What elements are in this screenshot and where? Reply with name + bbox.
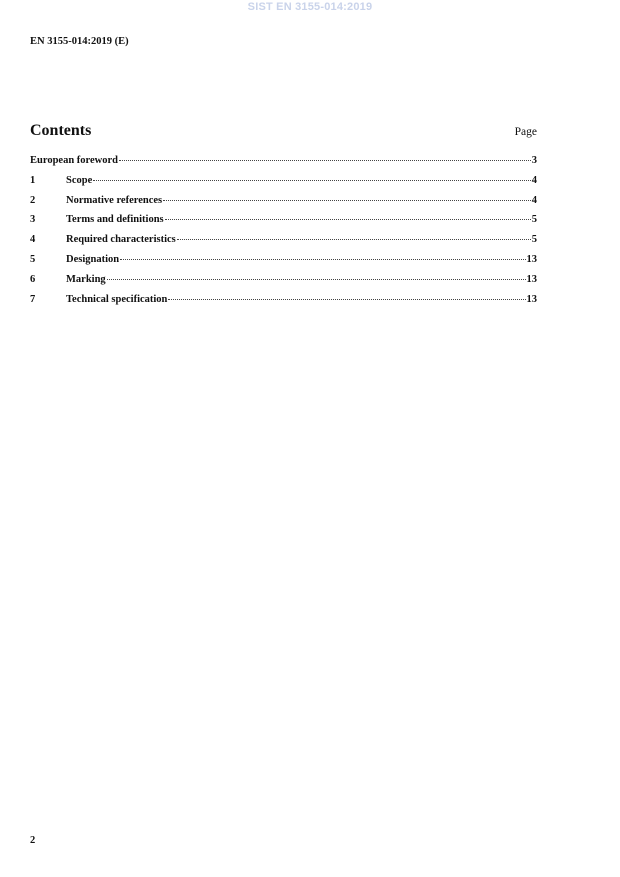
page-column-label: Page (514, 126, 537, 138)
toc-entry-normative-references[interactable] (30, 195, 537, 215)
toc-leader-dots (177, 239, 531, 240)
toc-entry-title: Scope (66, 174, 93, 186)
toc-entry-number: 7 (30, 293, 36, 305)
toc-entry-technical-specification[interactable] (30, 294, 537, 314)
toc-entry-title: Required characteristics (66, 234, 176, 246)
toc-entry-title: Designation (66, 253, 120, 265)
toc-leader-dots (165, 219, 531, 220)
toc-entry-number: 3 (30, 214, 36, 226)
toc-entry-title: Normative references (66, 194, 163, 206)
toc-entry-title: Marking (66, 273, 106, 285)
toc-entry-number: 1 (30, 174, 36, 186)
table-of-contents (30, 155, 537, 313)
toc-entry-designation[interactable] (30, 254, 537, 274)
toc-entry-number: 4 (30, 234, 36, 246)
toc-entry-page: 13 (526, 273, 537, 285)
toc-leader-dots (119, 160, 531, 161)
toc-entry-scope[interactable] (30, 175, 537, 195)
toc-leader-dots (93, 180, 531, 181)
toc-entry-number: 2 (30, 194, 36, 206)
toc-entry-page: 13 (526, 253, 537, 265)
toc-entry-title: Terms and definitions (66, 214, 164, 226)
toc-leader-dots (107, 279, 526, 280)
document-id: EN 3155-014:2019 (E) (30, 36, 129, 47)
toc-entry-european-foreword[interactable] (30, 155, 537, 175)
toc-entry-page: 3 (531, 155, 537, 166)
toc-entry-page: 4 (531, 174, 537, 186)
toc-entry-title: Technical specification (66, 293, 168, 305)
toc-entry-title: European foreword (30, 155, 118, 166)
toc-entry-number: 5 (30, 253, 36, 265)
watermark-text: SIST EN 3155-014:2019 (247, 1, 373, 13)
toc-entry-required-characteristics[interactable] (30, 234, 537, 254)
toc-entry-page: 4 (531, 194, 537, 206)
toc-entry-number: 6 (30, 273, 36, 285)
toc-leader-dots (168, 299, 525, 300)
page-number: 2 (30, 835, 36, 846)
toc-entry-page: 13 (526, 293, 537, 305)
toc-entry-terms-and-definitions[interactable] (30, 214, 537, 234)
toc-entry-page: 5 (531, 234, 537, 246)
toc-leader-dots (163, 200, 531, 201)
toc-entry-page: 5 (531, 214, 537, 226)
toc-leader-dots (120, 259, 525, 260)
contents-heading: Contents (30, 122, 92, 139)
toc-entry-marking[interactable] (30, 274, 537, 294)
